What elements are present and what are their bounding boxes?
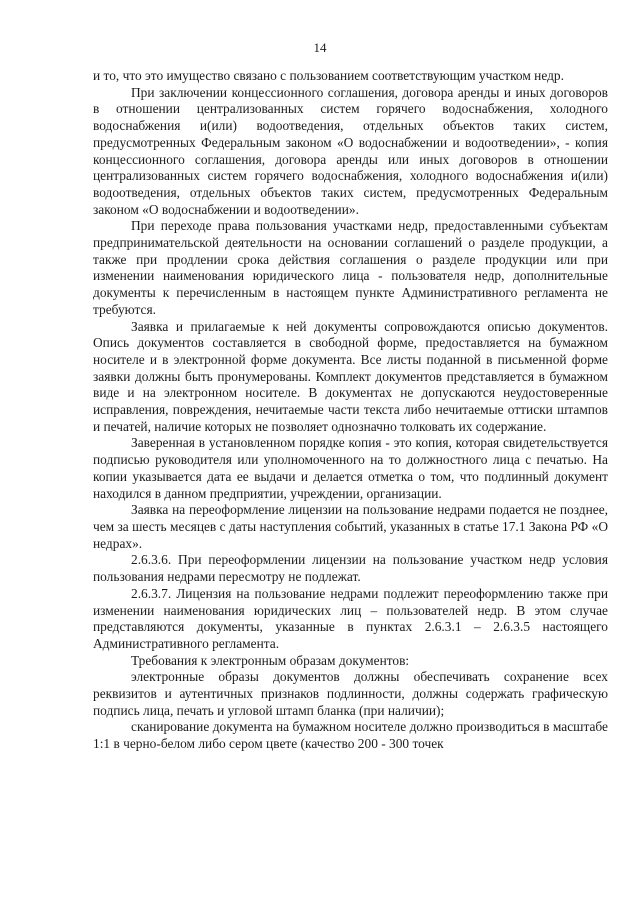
- paragraph-2-6-3-7: 2.6.3.7. Лицензия на пользование недрами подлежит переоформлению также при изменении наименования юридических лиц – пользователей недр. В этом случае представляются документы, указанные в пунктах 2.6.3.1 – 2.6.3.5 настоящего Административного регламента.: [93, 585, 608, 651]
- paragraph-concession-agreement: При заключении концессионного соглашения, договора аренды и иных договоров в отношении централизованных систем горячего водоснабжения, холодного водоснабжения и(или) водоотведения, отдельных объектов таких систем, предусмотренных Федеральным законом «О водоснабжении и водоотведении», - копия концессионного соглашения, договора аренды или иных договоров в отношении централизованных систем горячего водоснабжения, холодного водоснабжения и(или) водоотведения, отдельных объектов таких систем, предусмотренных Федеральным законом «О водоснабжении и водоотведении».: [93, 84, 608, 217]
- paragraph-reissue-deadline: Заявка на переоформление лицензии на пользование недрами подается не позднее, чем за шесть месяцев с даты наступления событий, указанных в статье 17.1 Закона РФ «О недрах».: [93, 502, 608, 551]
- paragraph-certified-copy: Заверенная в установленном порядке копия - это копия, которая свидетельствуется подписью руководителя или уполномоченного на то должностного лица с печатью. На копии указывается дата ее выдачи и делается отметка о том, что подлинный документ находился в данном предприятии, учреждении, организации.: [93, 435, 608, 501]
- paragraph-production-sharing: При переходе права пользования участками недр, предоставленными субъектам предпринимательской деятельности на основании соглашений о разделе продукции, а также при продлении срока действия соглашения о разделе продукции или при изменении наименования юридического лица - пользователя недр, дополнительные документы к перечисленным в настоящем пункте Административного регламента не требуются.: [93, 218, 608, 317]
- paragraph-scanning: сканирование документа на бумажном носителе должно производиться в масштабе 1:1 в черно-белом либо сером цвете (качество 200 - 300 точек: [93, 719, 608, 752]
- paragraph-electronic-requirements-heading: Требования к электронным образам документов:: [131, 652, 410, 668]
- page-number: 14: [313, 40, 327, 55]
- paragraph-2-6-3-6: 2.6.3.6. При переоформлении лицензии на пользование участком недр условия пользования недрами пересмотру не подлежат.: [93, 552, 608, 585]
- paragraph-electronic-images: электронные образы документов должны обеспечивать сохранение всех реквизитов и аутентичных признаков подлинности, должны содержать графическую подпись лица, печать и угловой штамп бланка (при наличии);: [93, 669, 608, 718]
- paragraph-continuation: и то, что это имущество связано с пользованием соответствующим участком недр.: [93, 68, 564, 83]
- document-body: [93, 68, 608, 753]
- paragraph-document-inventory: Заявка и прилагаемые к ней документы сопровождаются описью документов. Опись документов составляется в свободной форме, предоставляется на бумажном носителе и в электронной форме документа. Все листы поданной в письменной форме заявки должны быть пронумерованы. Комплект документов представляется в бумажном виде и на электронном носителе. В документах не допускаются неудостоверенные исправления, повреждения, нечитаемые части текста либо нечитаемые оттиски штампов и печатей, наличие которых не позволяет однозначно толковать их содержание.: [93, 318, 608, 434]
